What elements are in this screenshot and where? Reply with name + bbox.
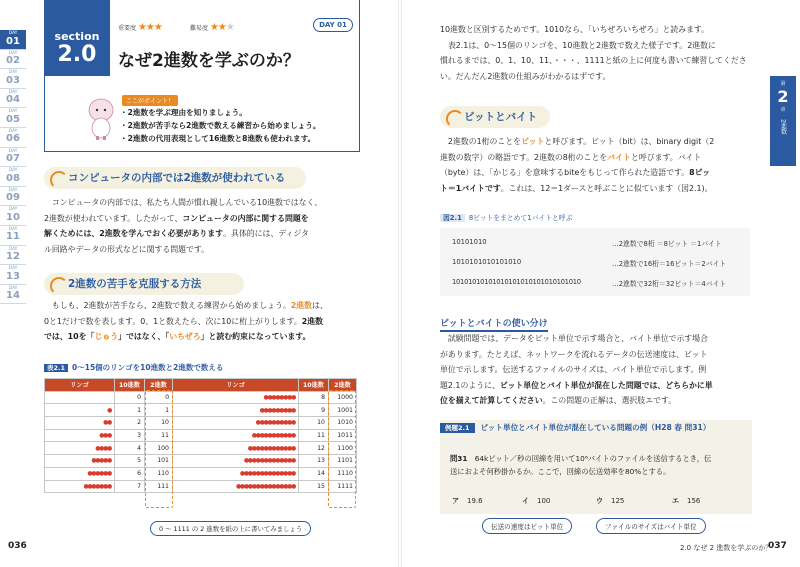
day-tab-01[interactable]	[0, 30, 26, 50]
day-tab-09[interactable]	[0, 187, 26, 207]
importance-label: 重要度	[118, 25, 137, 32]
apple-cell: ●●●●●●●●●●●●	[173, 442, 299, 455]
day-word: DAY	[8, 31, 18, 36]
day-word: DAY	[8, 128, 18, 134]
binary-cell: 1001	[329, 404, 357, 417]
fig-desc: …2進数で16桁＝16ビット＝2バイト	[612, 260, 727, 268]
decimal-cell: 5	[115, 455, 145, 468]
binary-cell: 110	[145, 467, 173, 480]
difficulty	[190, 22, 234, 33]
apple-cell: ●●●●●	[45, 455, 115, 468]
decimal-cell: 14	[299, 467, 329, 480]
col-header: 2進数	[145, 379, 173, 392]
callout-byte-unit: ファイルのサイズはバイト単位	[596, 518, 706, 534]
right-page	[400, 0, 800, 567]
decimal-cell: 15	[299, 480, 329, 493]
day-word: DAY	[8, 285, 18, 291]
day-tab-07[interactable]	[0, 148, 26, 168]
importance-stars: ★★★	[137, 22, 162, 33]
point-tag: ここがポイント！	[122, 95, 178, 106]
table-caption: 表2.1 0～15個のリンゴを10進数と2進数で数える	[44, 362, 223, 373]
decimal-cell: 7	[115, 480, 145, 493]
day-word: DAY	[8, 89, 18, 95]
day-word: DAY	[8, 50, 18, 56]
section-number: 2.0	[57, 42, 97, 67]
apple-cell: ●●●●●●●●●●	[173, 417, 299, 430]
day-tabs	[0, 30, 26, 304]
table-row	[45, 429, 357, 442]
day-number: 01	[6, 35, 20, 47]
day-tab-08[interactable]	[0, 167, 26, 187]
day-number: 11	[6, 231, 20, 243]
day-number: 10	[6, 211, 20, 223]
binary-cell: 1000	[329, 391, 357, 404]
fig-bits: 1010101010101010	[452, 258, 522, 266]
day-number: 02	[6, 55, 20, 67]
binary-cell: 1	[145, 404, 173, 417]
day-tab-02[interactable]	[0, 50, 26, 70]
day-word: DAY	[8, 187, 18, 193]
callout-bit-unit: 伝送の速度はビット単位	[482, 518, 572, 534]
sheep-mascot-icon	[84, 96, 118, 140]
day-number: 13	[6, 270, 20, 282]
table-row	[45, 467, 357, 480]
day-number: 04	[6, 94, 20, 106]
col-header: 10進数	[299, 379, 329, 392]
page-title: なぜ2進数を学ぶのか？	[118, 51, 300, 71]
apple-cell: ●●●●●●●●●	[173, 404, 299, 417]
decimal-cell: 4	[115, 442, 145, 455]
table-row	[45, 442, 357, 455]
day-tab-05[interactable]	[0, 108, 26, 128]
col-header: リンゴ	[173, 379, 299, 392]
col-header: リンゴ	[45, 379, 115, 392]
decimal-cell: 6	[115, 467, 145, 480]
fig-bits: 10101010	[452, 238, 487, 246]
choice: ア 19.6	[452, 497, 483, 505]
figure-caption: 図2.1 8ビットをまとめて1バイトと呼ぶ	[440, 212, 572, 222]
decimal-cell: 3	[115, 429, 145, 442]
day-number: 07	[6, 153, 20, 165]
apple-cell: ●●●●●●●	[45, 480, 115, 493]
importance	[118, 22, 162, 33]
decimal-cell: 10	[299, 417, 329, 430]
fig-bits: 10101010101010101010101010101010	[452, 278, 581, 286]
day-word: DAY	[8, 148, 18, 154]
table-row	[45, 455, 357, 468]
day-word: DAY	[8, 70, 18, 76]
apple-cell: ●●	[45, 417, 115, 430]
decimal-cell: 9	[299, 404, 329, 417]
binary-cell: 10	[145, 417, 173, 430]
day-word: DAY	[8, 168, 18, 174]
day-word: DAY	[8, 109, 18, 115]
day-number: 05	[6, 113, 20, 125]
apple-cell	[45, 391, 115, 404]
apple-cell: ●●●●	[45, 442, 115, 455]
section-block	[44, 0, 110, 76]
binary-cell: 1110	[329, 467, 357, 480]
choice: ウ 125	[596, 497, 625, 505]
day-tab-04[interactable]	[0, 89, 26, 109]
binary-cell: 1100	[329, 442, 357, 455]
day-tab-14[interactable]	[0, 285, 26, 305]
day-tab-06[interactable]	[0, 128, 26, 148]
binary-cell: 1111	[329, 480, 357, 493]
binary-cell: 1011	[329, 429, 357, 442]
apple-count-table	[44, 378, 357, 493]
key-point: ・2進数を学ぶ理由を知りましょう。	[120, 108, 247, 117]
paragraph-2: もしも、2進数が苦手なら、2進数で数える練習から始めましょう。2進数は、 0と1だけで数を表します。0、1と数えたら、次に10に桁上がりします。2進数 では、10を「じゅう」ではなく、「いちぜろ」と読む約束になっています。	[44, 301, 328, 342]
heading-usage: ビットとバイトの使い分け	[440, 316, 548, 332]
day-word: DAY	[8, 266, 18, 272]
table-note: 0 ～ 1111 の 2 進数を紙の上に書いてみましょう	[150, 521, 311, 536]
binary-cell: 0	[145, 391, 173, 404]
footer-title: 2.0 なぜ 2 進数を学ぶのか？	[680, 544, 773, 552]
heading-overcome-binary: 2進数の苦手を克服する方法	[44, 273, 244, 295]
binary-highlight-right	[328, 390, 356, 508]
apple-cell: ●●●●●●●●●●●●●●●	[173, 480, 299, 493]
decimal-cell: 1	[115, 404, 145, 417]
key-points	[120, 106, 320, 145]
decimal-cell: 11	[299, 429, 329, 442]
apple-cell: ●●●●●●	[45, 467, 115, 480]
fig-desc: …2進数で32桁＝32ビット＝4バイト	[612, 280, 727, 288]
apple-cell: ●●●●●●●●●●●●●●	[173, 467, 299, 480]
page-number-left: 036	[8, 541, 27, 551]
table-row	[45, 391, 357, 404]
day-word: DAY	[8, 226, 18, 232]
day-tab-13[interactable]	[0, 265, 26, 285]
col-header: 2進数	[329, 379, 357, 392]
day-number: 14	[6, 290, 20, 302]
col-header: 10進数	[115, 379, 145, 392]
binary-cell: 101	[145, 455, 173, 468]
apple-cell: ●●●●●●●●●●●	[173, 429, 299, 442]
decimal-cell: 8	[299, 391, 329, 404]
day-number: 12	[6, 251, 20, 263]
fig-desc: …2進数で8桁 ＝8ビット ＝1バイト	[612, 240, 722, 248]
chapter-tab: 第 2 章 2進数	[770, 76, 796, 166]
apple-cell: ●	[45, 404, 115, 417]
difficulty-label: 難易度	[190, 25, 209, 32]
day-word: DAY	[8, 207, 18, 213]
apple-cell: ●●●	[45, 429, 115, 442]
table-row	[45, 417, 357, 430]
paragraph-4: 試験問題では、データをビット単位で示す場合と、バイト単位で示す場合 があります。たとえば、ネットワークを流れるデータの伝送速度は、ビット 単位で示します。伝送するファイルのサイズは、バイト単位で示します。例 題2.1のように、ビット単位とバイト単位が混在した問題では、どちらかに単 位を揃えて計算してください。この問題の正解は、選択肢エです。	[440, 334, 713, 406]
binary-cell: 111	[145, 480, 173, 493]
day-number: 03	[6, 74, 20, 86]
table-row	[45, 404, 357, 417]
heading-binary-inside-computer: コンピュータの内部では2進数が使われている	[44, 167, 306, 189]
heading-bit-byte: ビットとバイト	[440, 106, 550, 128]
day-badge: DAY 01	[313, 18, 353, 32]
day-tab-03[interactable]	[0, 69, 26, 89]
day-tab-10[interactable]	[0, 206, 26, 226]
section-word: section	[54, 30, 100, 43]
binary-cell: 1010	[329, 417, 357, 430]
decimal-cell: 13	[299, 455, 329, 468]
difficulty-stars: ★★★	[209, 22, 234, 33]
paragraph-intro: 10進数と区別するためです。1010なら、「いちぜろいちぜろ」と読みます。 表2.1は、0～15個のリンゴを、10進数と2進数で数えた様子です。2進数に 慣れるまでは、0、1、10、11、・・・、1111と紙の上に何度も書いて練習してくださ い。だんだん2進数の仕組みがわかるはずです。	[440, 25, 747, 81]
day-tab-12[interactable]	[0, 246, 26, 266]
choice: イ 100	[522, 497, 551, 505]
decimal-cell: 2	[115, 417, 145, 430]
choice: エ 156	[672, 497, 701, 505]
binary-highlight-left	[145, 390, 173, 508]
example-header: 例題2.1 ビット単位とバイト単位が混在している問題の例（H28 春 問31）	[440, 422, 752, 440]
apple-cell: ●●●●●●●●●●●●●	[173, 455, 299, 468]
key-point: ・2進数の代用表現として16進数と8進数も使われます。	[120, 134, 316, 143]
day-tab-11[interactable]	[0, 226, 26, 246]
decimal-cell: 12	[299, 442, 329, 455]
table-row	[45, 480, 357, 493]
binary-cell: 11	[145, 429, 173, 442]
page-number-right: 037	[768, 541, 787, 551]
question: 問31 64kビット／秒の回線を用いて10⁶バイトのファイルを送信するとき，伝 送におよそ何秒掛かるか。ここで，回線の伝送効率を80%とする。	[450, 454, 712, 476]
binary-cell: 100	[145, 442, 173, 455]
binary-cell: 1101	[329, 455, 357, 468]
key-point: ・2進数が苦手なら2進数で数える練習から始めましょう。	[120, 121, 321, 130]
apple-cell: ●●●●●●●●	[173, 391, 299, 404]
paragraph-1: コンピュータの内部では、私たち人間が慣れ親しんでいる10進数ではなく、 2進数が使われています。したがって、コンピュータの内部に関する問題を 解くためには、2進数を学んでおく必要があります。具体的には、ディジタ ル回路やデータの形式などに関する問題です。	[44, 198, 323, 254]
day-number: 08	[6, 172, 20, 184]
decimal-cell: 0	[115, 391, 145, 404]
paragraph-3: 2進数の1桁のことをビットと呼びます。ビット（bit）は、binary digit（2 進数の数字）の略語です。2進数の8桁のことをバイトと呼びます。バイト （byte）は、「かじる」を意味するbiteをもじって作られた造語です。8ビッ ト＝1バイトです。これは、12＝1ダースと呼ぶことに似ています（図2.1)。	[440, 137, 715, 193]
day-word: DAY	[8, 246, 18, 252]
day-number: 09	[6, 192, 20, 204]
day-number: 06	[6, 133, 20, 145]
